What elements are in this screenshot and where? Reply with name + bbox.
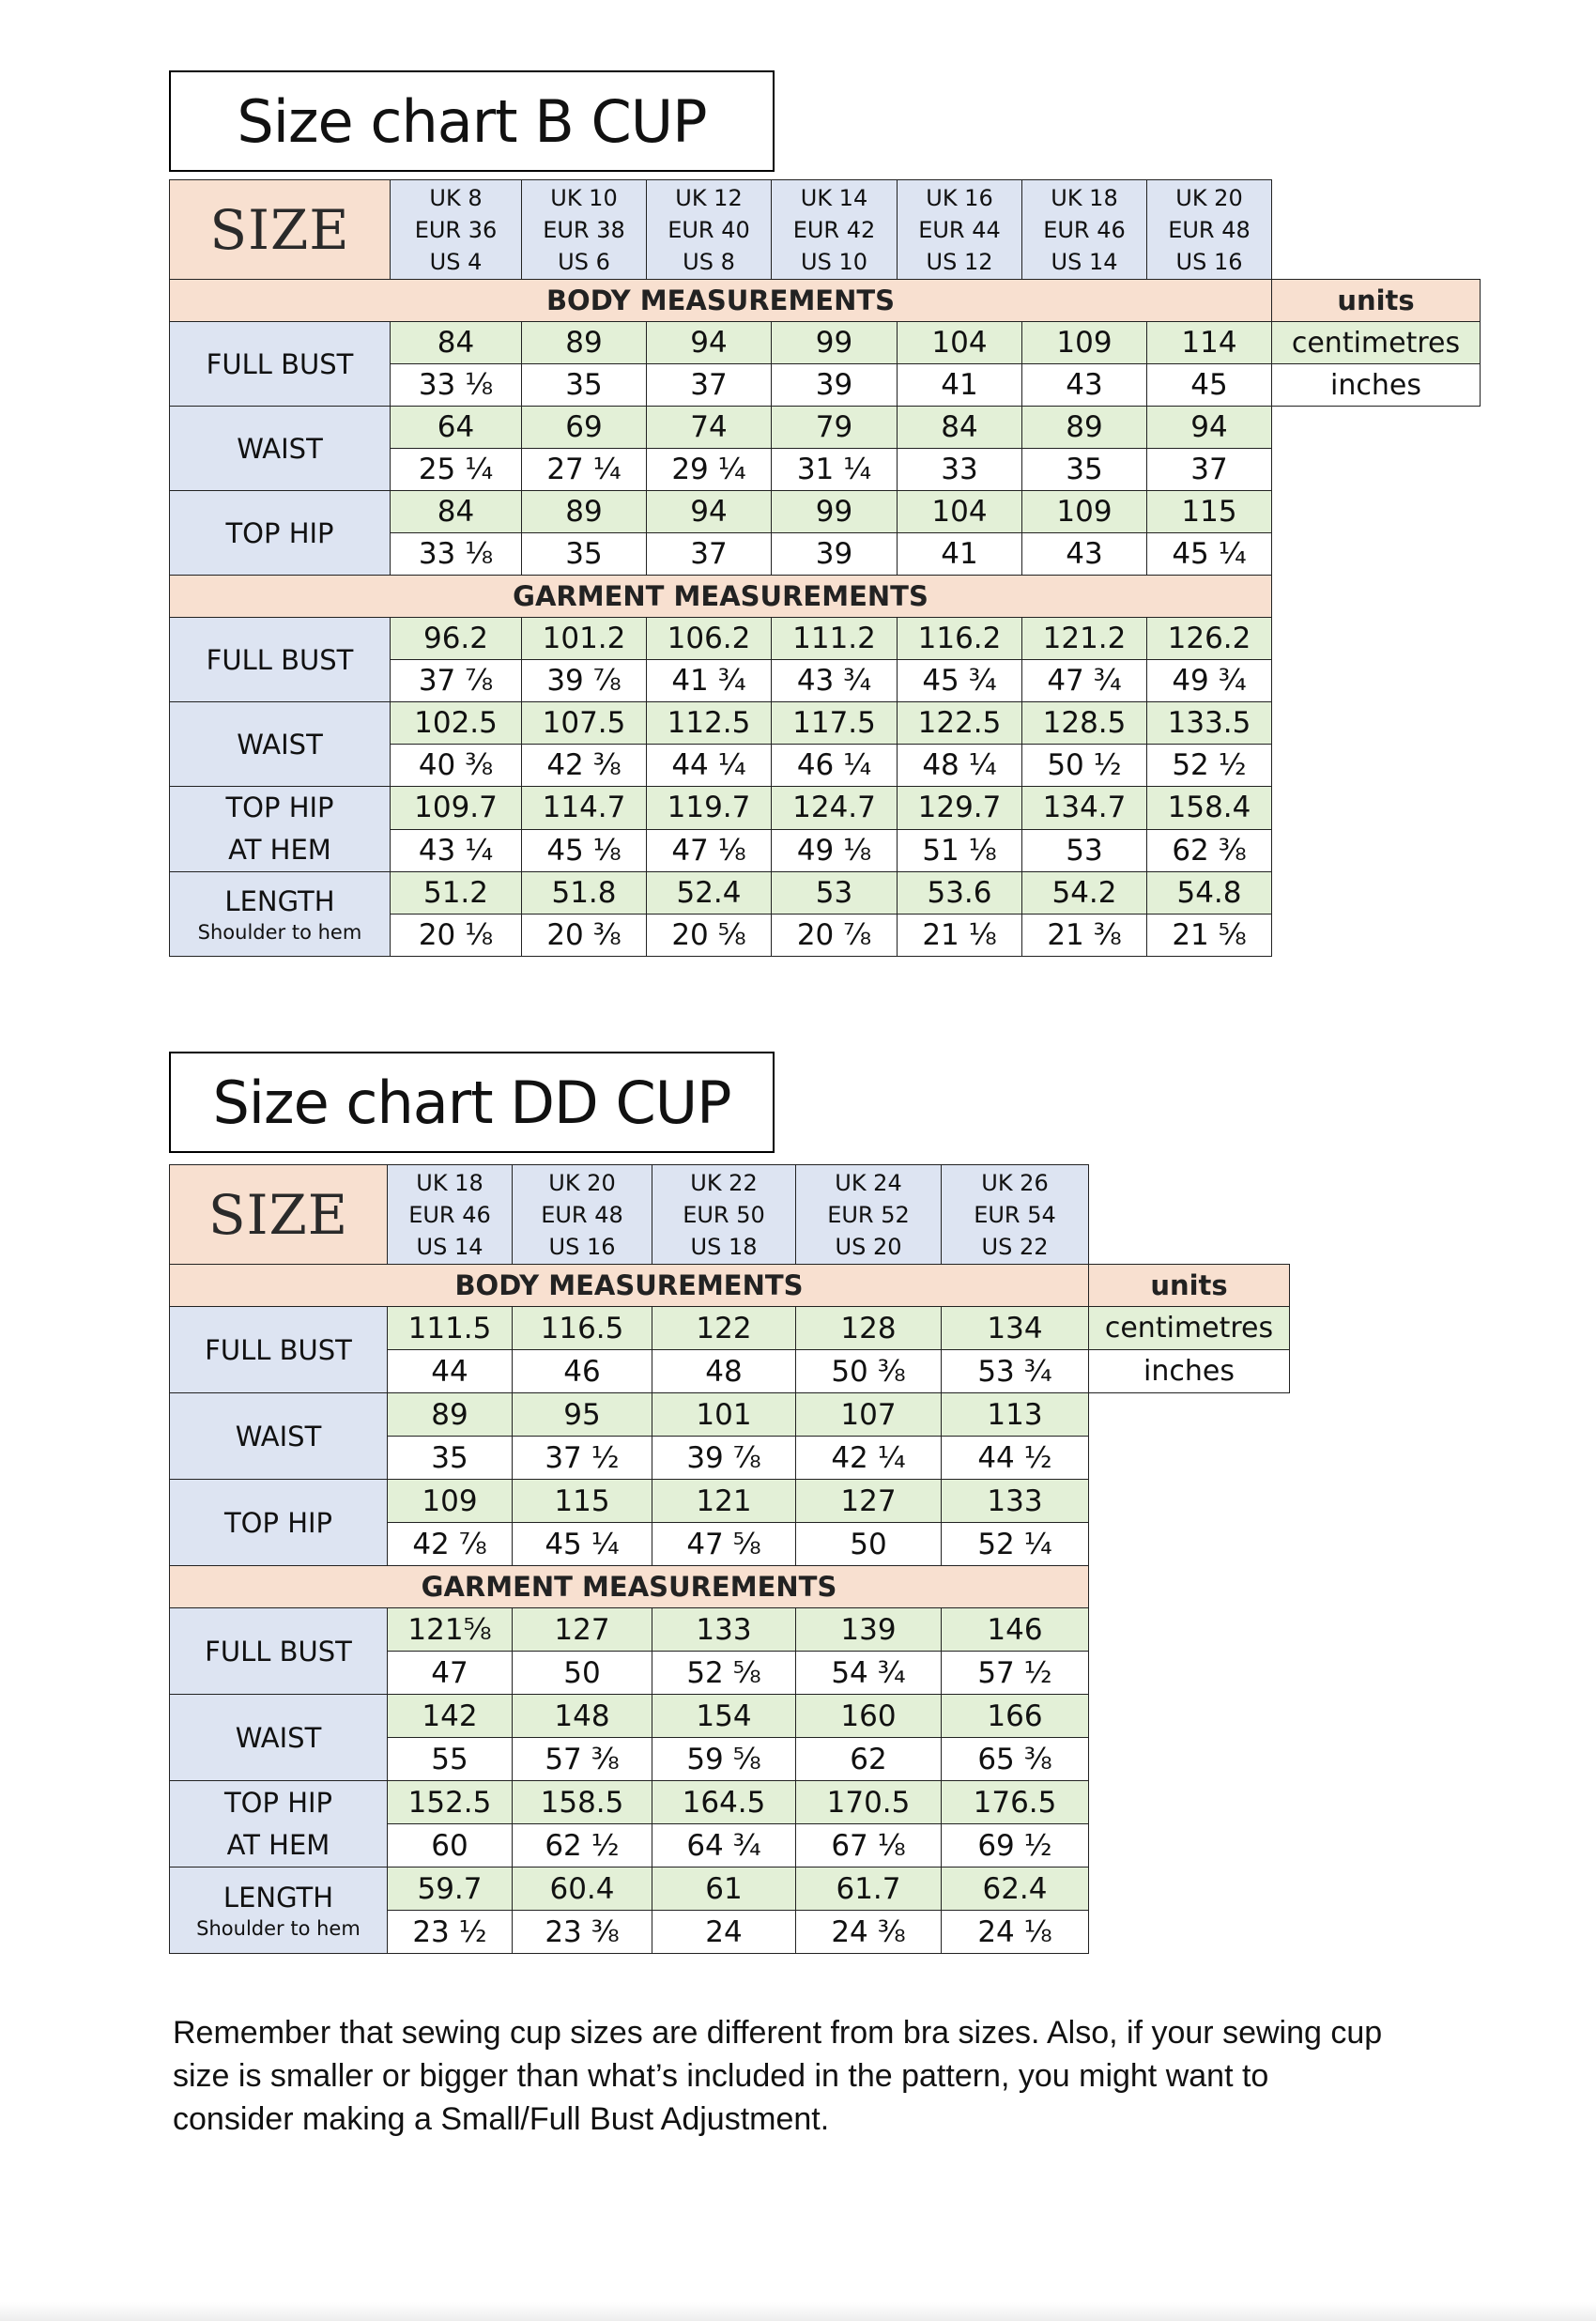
- value-inches: 35: [1022, 449, 1147, 491]
- value-cm: 152.5: [388, 1781, 513, 1824]
- value-cm: 148: [513, 1695, 652, 1738]
- size-header-label: SIZE: [170, 1165, 388, 1265]
- value-cm: 146: [942, 1608, 1089, 1652]
- size-eur: EUR 50: [683, 1201, 765, 1228]
- value-cm: 84: [391, 491, 522, 533]
- value-inches: 54 ¾: [796, 1652, 942, 1695]
- section-header: GARMENT MEASUREMENTS: [170, 576, 1272, 618]
- units-header: units: [1089, 1265, 1290, 1307]
- blank-cell: [1272, 491, 1481, 533]
- size-eur: EUR 38: [543, 216, 625, 243]
- value-cm: 60.4: [513, 1868, 652, 1911]
- value-cm: 69: [522, 407, 647, 449]
- measurement-sublabel: Shoulder to hem: [197, 920, 362, 944]
- size-uk: UK 10: [550, 184, 618, 211]
- size-uk: UK 16: [926, 184, 993, 211]
- size-us: US 12: [926, 248, 993, 275]
- value-inches: 59 ⅝: [652, 1738, 796, 1781]
- size-eur: EUR 48: [1168, 216, 1251, 243]
- blank-cell: [1089, 1165, 1290, 1265]
- value-inches: 69 ½: [942, 1824, 1089, 1868]
- measurement-label-main: LENGTH: [223, 1881, 334, 1914]
- value-inches: 37: [1147, 449, 1272, 491]
- size-us: US 10: [801, 248, 867, 275]
- value-cm: 109: [1022, 322, 1147, 364]
- size-us: US 18: [690, 1233, 758, 1260]
- measurement-label: [170, 618, 391, 702]
- size-uk: UK 20: [1175, 184, 1243, 211]
- value-inches: 45 ¼: [513, 1523, 652, 1566]
- size-uk: UK 18: [1051, 184, 1118, 211]
- measurement-label: [170, 407, 391, 491]
- value-cm: 176.5: [942, 1781, 1089, 1824]
- value-inches: 48: [652, 1350, 796, 1393]
- size-column-header: [647, 180, 772, 280]
- value-inches: 43: [1022, 364, 1147, 407]
- value-cm: 116.5: [513, 1307, 652, 1350]
- value-cm: 94: [1147, 407, 1272, 449]
- value-inches: 47 ¾: [1022, 660, 1147, 702]
- value-cm: 139: [796, 1608, 942, 1652]
- blank-cell: [1272, 449, 1481, 491]
- value-cm: 128: [796, 1307, 942, 1350]
- size-chart-b-table: [169, 179, 1481, 957]
- value-cm: 96.2: [391, 618, 522, 660]
- measurement-label-line1: TOP HIP: [225, 792, 334, 823]
- value-cm: 89: [388, 1393, 513, 1437]
- size-column-header: [513, 1165, 652, 1265]
- value-cm: 133: [652, 1608, 796, 1652]
- size-column-header: [522, 180, 647, 280]
- blank-cell: [1272, 660, 1481, 702]
- value-inches: 42 ⅞: [388, 1523, 513, 1566]
- value-cm: 126.2: [1147, 618, 1272, 660]
- units-inches: inches: [1089, 1350, 1290, 1393]
- value-inches: 42 ¼: [796, 1437, 942, 1480]
- blank-cell: [1272, 180, 1481, 280]
- value-inches: 37 ⅞: [391, 660, 522, 702]
- value-inches: 52 ½: [1147, 745, 1272, 787]
- value-inches: 49 ⅛: [772, 829, 898, 872]
- blank-cell: [1272, 533, 1481, 576]
- value-inches: 46: [513, 1350, 652, 1393]
- value-cm: 121⅝: [388, 1608, 513, 1652]
- value-inches: 39 ⅞: [522, 660, 647, 702]
- value-cm: 89: [522, 491, 647, 533]
- size-column-header: [388, 1165, 513, 1265]
- value-cm: 158.4: [1147, 787, 1272, 830]
- measurement-label: [170, 322, 391, 407]
- size-eur: EUR 40: [668, 216, 750, 243]
- measurement-label-text: TOP HIP: [223, 1506, 333, 1539]
- value-inches: 33 ⅛: [391, 533, 522, 576]
- blank-cell: [1089, 1781, 1290, 1824]
- measurement-label-main: LENGTH: [224, 884, 335, 917]
- size-us: US 14: [1051, 248, 1118, 275]
- size-eur: EUR 44: [918, 216, 1001, 243]
- size-column-header: [796, 1165, 942, 1265]
- value-inches: 45 ¾: [898, 660, 1022, 702]
- value-inches: 27 ¼: [522, 449, 647, 491]
- measurement-label-line1: TOP HIP: [223, 1786, 333, 1819]
- measurement-label-line2: AT HEM: [226, 1828, 330, 1861]
- value-cm: 116.2: [898, 618, 1022, 660]
- measurement-label-text: FULL BUST: [205, 1635, 352, 1668]
- value-cm: 164.5: [652, 1781, 796, 1824]
- value-cm: 51.8: [522, 872, 647, 915]
- size-us: US 16: [1175, 248, 1243, 275]
- blank-cell: [1089, 1824, 1290, 1868]
- measurement-label-text: FULL BUST: [206, 347, 354, 380]
- measurement-sublabel: Shoulder to hem: [196, 1916, 361, 1940]
- section-header: BODY MEASUREMENTS: [170, 280, 1272, 322]
- value-cm: 101.2: [522, 618, 647, 660]
- measurement-label: [170, 1608, 388, 1695]
- measurement-label: [170, 1393, 388, 1480]
- size-us: US 4: [429, 248, 483, 275]
- blank-cell: [1089, 1523, 1290, 1566]
- value-inches: 47 ⅝: [652, 1523, 796, 1566]
- blank-cell: [1089, 1695, 1290, 1738]
- blank-cell: [1272, 407, 1481, 449]
- value-inches: 53 ¾: [942, 1350, 1089, 1393]
- value-cm: 53: [772, 872, 898, 915]
- size-us: US 22: [981, 1233, 1049, 1260]
- value-cm: 64: [391, 407, 522, 449]
- units-centimetres: centimetres: [1272, 322, 1481, 364]
- size-us: US 6: [558, 248, 610, 275]
- value-cm: 127: [513, 1608, 652, 1652]
- value-cm: 112.5: [647, 702, 772, 745]
- measurement-label: [170, 491, 391, 576]
- size-column-header: [898, 180, 1022, 280]
- value-inches: 31 ¼: [772, 449, 898, 491]
- size-column-header: [772, 180, 898, 280]
- value-inches: 37 ½: [513, 1437, 652, 1480]
- value-cm: 122: [652, 1307, 796, 1350]
- value-cm: 121: [652, 1480, 796, 1523]
- size-uk: UK 12: [675, 184, 743, 211]
- size-chart-b-title: Size chart B CUP: [169, 70, 775, 172]
- size-header-label: SIZE: [170, 180, 391, 280]
- value-cm: 106.2: [647, 618, 772, 660]
- value-inches: 35: [388, 1437, 513, 1480]
- measurement-label-text: FULL BUST: [205, 1333, 352, 1366]
- size-column-header: [942, 1165, 1089, 1265]
- value-inches: 33 ⅛: [391, 364, 522, 407]
- size-uk: UK 20: [548, 1169, 616, 1196]
- value-cm: 51.2: [391, 872, 522, 915]
- size-uk: UK 26: [981, 1169, 1049, 1196]
- measurement-label: [170, 1781, 388, 1868]
- value-cm: 102.5: [391, 702, 522, 745]
- value-inches: 25 ¼: [391, 449, 522, 491]
- value-inches: 23 ⅜: [513, 1911, 652, 1954]
- measurement-label-text: TOP HIP: [225, 516, 334, 549]
- measurement-label-line2: AT HEM: [228, 834, 331, 866]
- value-inches: 62 ⅜: [1147, 829, 1272, 872]
- measurement-label: [170, 872, 391, 957]
- value-inches: 57 ⅜: [513, 1738, 652, 1781]
- blank-cell: [1272, 702, 1481, 745]
- value-inches: 51 ⅛: [898, 829, 1022, 872]
- value-cm: 79: [772, 407, 898, 449]
- measurement-label-text: WAIST: [237, 728, 323, 761]
- measurement-label: [170, 1480, 388, 1566]
- value-inches: 57 ½: [942, 1652, 1089, 1695]
- value-inches: 44 ½: [942, 1437, 1089, 1480]
- blank-cell: [1089, 1738, 1290, 1781]
- size-uk: UK 22: [690, 1169, 758, 1196]
- value-cm: 62.4: [942, 1868, 1089, 1911]
- size-eur: EUR 46: [1043, 216, 1126, 243]
- value-inches: 37: [647, 533, 772, 576]
- value-inches: 24 ⅛: [942, 1911, 1089, 1954]
- value-cm: 61: [652, 1868, 796, 1911]
- value-cm: 54.2: [1022, 872, 1147, 915]
- blank-cell: [1272, 829, 1481, 872]
- size-eur: EUR 42: [792, 216, 876, 243]
- blank-cell: [1272, 745, 1481, 787]
- value-cm: 115: [513, 1480, 652, 1523]
- value-inches: 52 ⅝: [652, 1652, 796, 1695]
- value-cm: 113: [942, 1393, 1089, 1437]
- measurement-label-text: WAIST: [237, 432, 323, 465]
- value-inches: 21 ⅜: [1022, 915, 1147, 957]
- value-inches: 23 ½: [388, 1911, 513, 1954]
- measurement-label-text: WAIST: [235, 1721, 322, 1754]
- value-cm: 114.7: [522, 787, 647, 830]
- value-cm: 84: [898, 407, 1022, 449]
- value-inches: 45 ¼: [1147, 533, 1272, 576]
- value-cm: 101: [652, 1393, 796, 1437]
- size-chart-dd-table: [169, 1164, 1290, 1954]
- size-uk: UK 18: [416, 1169, 483, 1196]
- footnote-line-2: size is smaller or bigger than what’s included in the pattern, you might want to: [173, 2058, 1269, 2094]
- value-inches: 62 ½: [513, 1824, 652, 1868]
- value-inches: 53: [1022, 829, 1147, 872]
- size-eur: EUR 48: [541, 1201, 623, 1228]
- value-cm: 104: [898, 322, 1022, 364]
- value-inches: 35: [522, 533, 647, 576]
- value-inches: 42 ⅜: [522, 745, 647, 787]
- value-inches: 29 ¼: [647, 449, 772, 491]
- measurement-label: [170, 787, 391, 872]
- footnote-line-3: consider making a Small/Full Bust Adjustment.: [173, 2101, 830, 2137]
- value-cm: 94: [647, 322, 772, 364]
- value-cm: 109: [388, 1480, 513, 1523]
- value-inches: 24: [652, 1911, 796, 1954]
- footnote: [173, 2011, 1450, 2141]
- measurement-label: [170, 1307, 388, 1393]
- value-cm: 61.7: [796, 1868, 942, 1911]
- value-cm: 134.7: [1022, 787, 1147, 830]
- value-cm: 166: [942, 1695, 1089, 1738]
- value-inches: 62: [796, 1738, 942, 1781]
- size-uk: UK 8: [429, 184, 483, 211]
- value-cm: 107: [796, 1393, 942, 1437]
- value-cm: 133.5: [1147, 702, 1272, 745]
- value-cm: 59.7: [388, 1868, 513, 1911]
- value-inches: 20 ⅛: [391, 915, 522, 957]
- value-inches: 45: [1147, 364, 1272, 407]
- value-inches: 43 ¼: [391, 829, 522, 872]
- size-eur: EUR 36: [414, 216, 498, 243]
- value-cm: 160: [796, 1695, 942, 1738]
- value-cm: 134: [942, 1307, 1089, 1350]
- value-inches: 50 ½: [1022, 745, 1147, 787]
- value-cm: 122.5: [898, 702, 1022, 745]
- value-inches: 50 ⅜: [796, 1350, 942, 1393]
- blank-cell: [1089, 1393, 1290, 1437]
- measurement-label-text: FULL BUST: [206, 643, 354, 676]
- value-inches: 20 ⅝: [647, 915, 772, 957]
- blank-cell: [1272, 787, 1481, 830]
- value-inches: 37: [647, 364, 772, 407]
- value-cm: 104: [898, 491, 1022, 533]
- footnote-line-1: Remember that sewing cup sizes are different from bra sizes. Also, if your sewing cup: [173, 2015, 1383, 2051]
- value-inches: 33: [898, 449, 1022, 491]
- blank-cell: [1089, 1868, 1290, 1911]
- blank-cell: [1089, 1566, 1290, 1608]
- value-cm: 129.7: [898, 787, 1022, 830]
- value-inches: 48 ¼: [898, 745, 1022, 787]
- value-cm: 89: [522, 322, 647, 364]
- size-us: US 8: [683, 248, 735, 275]
- value-cm: 109: [1022, 491, 1147, 533]
- size-uk: UK 24: [835, 1169, 902, 1196]
- value-inches: 44: [388, 1350, 513, 1393]
- value-inches: 24 ⅜: [796, 1911, 942, 1954]
- units-centimetres: centimetres: [1089, 1307, 1290, 1350]
- size-us: US 14: [416, 1233, 483, 1260]
- blank-cell: [1089, 1437, 1290, 1480]
- value-cm: 54.8: [1147, 872, 1272, 915]
- value-cm: 115: [1147, 491, 1272, 533]
- value-inches: 21 ⅛: [898, 915, 1022, 957]
- value-cm: 170.5: [796, 1781, 942, 1824]
- value-inches: 43 ¾: [772, 660, 898, 702]
- value-inches: 50: [513, 1652, 652, 1695]
- blank-cell: [1089, 1608, 1290, 1652]
- size-eur: EUR 52: [827, 1201, 910, 1228]
- value-cm: 95: [513, 1393, 652, 1437]
- value-cm: 52.4: [647, 872, 772, 915]
- size-column-header: [1022, 180, 1147, 280]
- units-header: units: [1272, 280, 1481, 322]
- value-inches: 21 ⅝: [1147, 915, 1272, 957]
- value-inches: 47: [388, 1652, 513, 1695]
- value-inches: 43: [1022, 533, 1147, 576]
- value-cm: 99: [772, 491, 898, 533]
- size-column-header: [1147, 180, 1272, 280]
- size-column-header: [391, 180, 522, 280]
- value-cm: 84: [391, 322, 522, 364]
- value-cm: 133: [942, 1480, 1089, 1523]
- measurement-label-text: WAIST: [235, 1420, 322, 1453]
- value-inches: 64 ¾: [652, 1824, 796, 1868]
- blank-cell: [1272, 915, 1481, 957]
- size-uk: UK 14: [800, 184, 868, 211]
- value-inches: 41 ¾: [647, 660, 772, 702]
- blank-cell: [1272, 618, 1481, 660]
- value-cm: 99: [772, 322, 898, 364]
- value-cm: 89: [1022, 407, 1147, 449]
- value-cm: 109.7: [391, 787, 522, 830]
- page-bottom-shade: [0, 2302, 1596, 2321]
- measurement-label: [170, 1695, 388, 1781]
- size-us: US 20: [835, 1233, 902, 1260]
- value-cm: 142: [388, 1695, 513, 1738]
- value-cm: 114: [1147, 322, 1272, 364]
- value-inches: 40 ⅜: [391, 745, 522, 787]
- measurement-label: [170, 1868, 388, 1954]
- blank-cell: [1089, 1911, 1290, 1954]
- value-cm: 128.5: [1022, 702, 1147, 745]
- value-cm: 119.7: [647, 787, 772, 830]
- value-cm: 124.7: [772, 787, 898, 830]
- value-inches: 39 ⅞: [652, 1437, 796, 1480]
- units-inches: inches: [1272, 364, 1481, 407]
- value-cm: 121.2: [1022, 618, 1147, 660]
- value-cm: 53.6: [898, 872, 1022, 915]
- value-inches: 39: [772, 533, 898, 576]
- value-inches: 20 ⅜: [522, 915, 647, 957]
- value-cm: 154: [652, 1695, 796, 1738]
- size-eur: EUR 46: [408, 1201, 491, 1228]
- value-cm: 158.5: [513, 1781, 652, 1824]
- value-inches: 49 ¾: [1147, 660, 1272, 702]
- value-cm: 127: [796, 1480, 942, 1523]
- value-inches: 65 ⅜: [942, 1738, 1089, 1781]
- blank-cell: [1272, 576, 1481, 618]
- value-inches: 47 ⅛: [647, 829, 772, 872]
- value-cm: 111.5: [388, 1307, 513, 1350]
- value-inches: 20 ⅞: [772, 915, 898, 957]
- value-inches: 35: [522, 364, 647, 407]
- blank-cell: [1089, 1480, 1290, 1523]
- value-cm: 117.5: [772, 702, 898, 745]
- value-inches: 52 ¼: [942, 1523, 1089, 1566]
- measurement-label: [170, 702, 391, 787]
- value-inches: 39: [772, 364, 898, 407]
- value-inches: 55: [388, 1738, 513, 1781]
- size-chart-dd-title: Size chart DD CUP: [169, 1052, 775, 1153]
- value-inches: 67 ⅛: [796, 1824, 942, 1868]
- value-cm: 74: [647, 407, 772, 449]
- size-eur: EUR 54: [974, 1201, 1056, 1228]
- value-inches: 44 ¼: [647, 745, 772, 787]
- value-inches: 45 ⅛: [522, 829, 647, 872]
- blank-cell: [1089, 1652, 1290, 1695]
- value-cm: 111.2: [772, 618, 898, 660]
- blank-cell: [1272, 872, 1481, 915]
- value-inches: 41: [898, 533, 1022, 576]
- value-inches: 41: [898, 364, 1022, 407]
- size-us: US 16: [548, 1233, 616, 1260]
- value-cm: 94: [647, 491, 772, 533]
- size-column-header: [652, 1165, 796, 1265]
- section-header: BODY MEASUREMENTS: [170, 1265, 1089, 1307]
- value-inches: 46 ¼: [772, 745, 898, 787]
- value-inches: 60: [388, 1824, 513, 1868]
- value-cm: 107.5: [522, 702, 647, 745]
- value-inches: 50: [796, 1523, 942, 1566]
- section-header: GARMENT MEASUREMENTS: [170, 1566, 1089, 1608]
